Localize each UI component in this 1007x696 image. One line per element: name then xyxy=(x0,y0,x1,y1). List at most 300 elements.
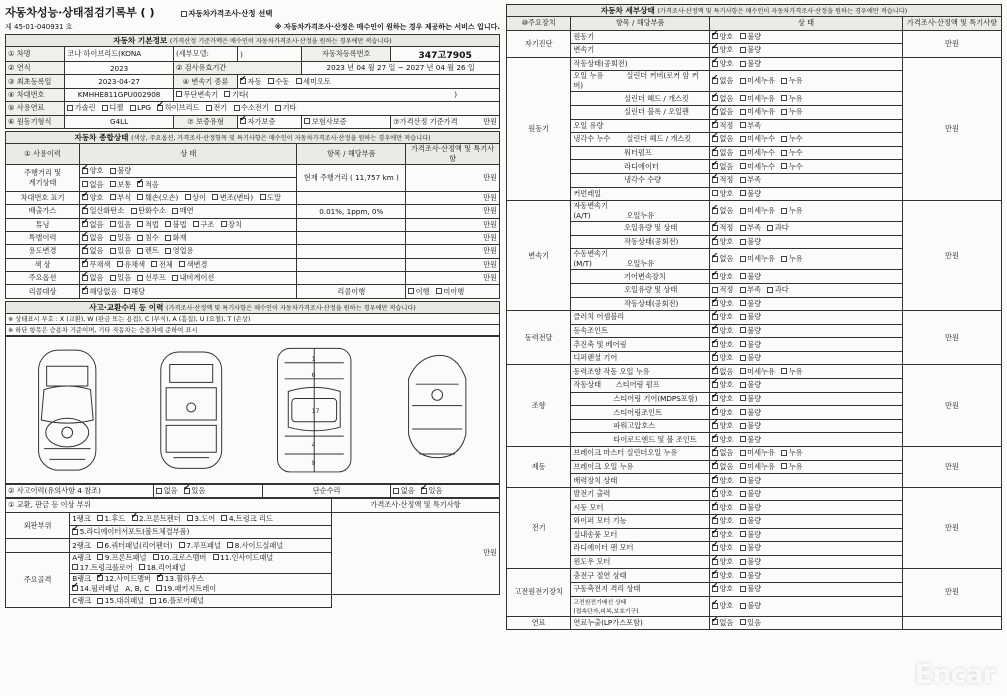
checkbox-icon[interactable] xyxy=(781,163,787,169)
checkbox-icon[interactable] xyxy=(712,531,718,537)
color-opt-chromatic[interactable]: 유채색 xyxy=(117,260,145,270)
checkbox-icon[interactable] xyxy=(156,585,162,591)
checkbox-icon[interactable] xyxy=(97,575,103,581)
state-starter-motor[interactable] xyxy=(709,501,902,515)
state-at-oil-level[interactable] xyxy=(709,222,902,236)
vin-opt-altered[interactable]: 변조(변타) xyxy=(212,193,253,203)
checkbox-icon[interactable] xyxy=(712,33,718,39)
opt-good[interactable]: ✔ 양호 xyxy=(712,394,733,404)
tuning-opt-structure[interactable]: 구조 xyxy=(193,220,214,230)
state-oilleak-head[interactable] xyxy=(709,92,902,106)
opt-good[interactable]: ✔ 양호 xyxy=(712,543,733,553)
checkbox-icon[interactable] xyxy=(72,529,78,535)
opt-micro-leak[interactable]: 미세누유 xyxy=(740,94,775,104)
checkbox-icon[interactable] xyxy=(740,504,746,510)
state-drive-battery-isolation[interactable] xyxy=(709,582,902,596)
rankA-row[interactable] xyxy=(70,552,332,573)
crash-opt-yes[interactable]: ✔ 있음 xyxy=(184,486,205,496)
opt-none[interactable]: ✔ 없음 xyxy=(712,367,733,377)
state-oil-level[interactable] xyxy=(709,119,902,133)
checkbox-icon[interactable] xyxy=(221,515,227,521)
checkbox-icon[interactable] xyxy=(97,554,103,560)
tuning-opt-legal[interactable]: 적법 xyxy=(137,220,158,230)
usechange-opt-none[interactable]: ✔ 없음 xyxy=(82,246,103,256)
opt-bad[interactable]: 불량 xyxy=(740,45,761,55)
state-common-rail[interactable] xyxy=(709,187,902,201)
checkbox-icon[interactable] xyxy=(740,225,746,231)
opt-micro-leak[interactable]: 미세누유 xyxy=(740,254,775,264)
checkbox-icon[interactable] xyxy=(712,382,718,388)
warranty-opt-self[interactable]: ✔ 자가보증 xyxy=(240,117,275,127)
checkbox-icon[interactable] xyxy=(740,382,746,388)
opt-micro-leak[interactable]: 미세누유 xyxy=(740,462,775,472)
checkbox-icon[interactable] xyxy=(712,341,718,347)
state-power-hose[interactable] xyxy=(709,419,902,433)
opt-leak[interactable]: 누수 xyxy=(781,162,802,172)
checkbox-icon[interactable] xyxy=(181,11,187,17)
special-opt-flood[interactable]: 침수 xyxy=(137,233,158,243)
checkbox-icon[interactable] xyxy=(712,225,718,231)
trans-opt-auto[interactable]: ✔ 자동 xyxy=(240,77,261,87)
checkbox-icon[interactable] xyxy=(97,515,103,521)
vin-opt-damage[interactable]: 훼손(오손) xyxy=(137,193,178,203)
row-emission-state[interactable] xyxy=(80,205,297,218)
checkbox-icon[interactable] xyxy=(187,515,193,521)
checkbox-icon[interactable] xyxy=(740,136,746,142)
checkbox-icon[interactable] xyxy=(740,572,746,578)
checkbox-icon[interactable] xyxy=(185,194,191,200)
checkbox-icon[interactable] xyxy=(260,194,266,200)
usechange-opt-business[interactable]: 영업용 xyxy=(165,246,193,256)
opt-good[interactable]: ✔ 양호 xyxy=(712,408,733,418)
checkbox-icon[interactable] xyxy=(179,261,185,267)
opt-proper[interactable]: ✔ 적정 xyxy=(712,121,733,131)
state-clutch[interactable] xyxy=(709,311,902,325)
opt-leak[interactable]: 누유 xyxy=(781,367,802,377)
part-pillar-panel[interactable]: ✔14.필러패널 xyxy=(72,584,119,594)
checkbox-icon[interactable] xyxy=(740,545,746,551)
simple-opt-none[interactable]: 없음 xyxy=(393,486,414,496)
opt-leak[interactable]: 누유 xyxy=(781,462,802,472)
state-oilleak-cover[interactable] xyxy=(709,71,902,92)
opt-proper[interactable]: ✔ 적정 xyxy=(712,175,733,185)
vin-opt-rust[interactable]: 부식 xyxy=(110,193,131,203)
checkbox-icon[interactable] xyxy=(781,136,787,142)
special-opt-yes[interactable]: 있음 xyxy=(110,233,131,243)
part-wheel-house[interactable]: ✔ 13.휠하우스 xyxy=(157,574,204,584)
opt-bad[interactable]: 불량 xyxy=(740,516,761,526)
checkbox-icon[interactable] xyxy=(712,559,718,565)
checkbox-icon[interactable] xyxy=(712,572,718,578)
usechange-opt-yes[interactable]: 있음 xyxy=(110,246,131,256)
color-opt-achromatic[interactable]: ✔ 무채색 xyxy=(82,260,110,270)
checkbox-icon[interactable] xyxy=(712,619,718,625)
checkbox-icon[interactable] xyxy=(740,208,746,214)
fuel-options[interactable] xyxy=(65,102,500,115)
special-opt-none[interactable]: ✔ 없음 xyxy=(82,233,103,243)
state-radiator[interactable] xyxy=(709,160,902,174)
part-quarter-panel[interactable]: 6.쿼터패널(리어펜더) xyxy=(97,541,173,551)
checkbox-icon[interactable] xyxy=(712,423,718,429)
checkbox-icon[interactable] xyxy=(781,450,787,456)
checkbox-icon[interactable] xyxy=(110,248,116,254)
checkbox-icon[interactable] xyxy=(740,409,746,415)
checkbox-icon[interactable] xyxy=(82,248,88,254)
opt-good[interactable]: ✔ 양호 xyxy=(712,571,733,581)
opt-bad[interactable]: 불량 xyxy=(740,326,761,336)
checkbox-icon[interactable] xyxy=(712,518,718,524)
checkbox-icon[interactable] xyxy=(740,491,746,497)
checkbox-icon[interactable] xyxy=(179,542,185,548)
opt-leak[interactable]: 누수 xyxy=(781,134,802,144)
opt-good[interactable]: ✔ 양호 xyxy=(712,299,733,309)
checkbox-icon[interactable] xyxy=(227,542,233,548)
state-tie-rod[interactable] xyxy=(709,433,902,447)
part-inside-panel[interactable]: 11.인사이드패널 xyxy=(213,553,274,563)
checkbox-icon[interactable] xyxy=(67,105,73,111)
checkbox-icon[interactable] xyxy=(130,105,136,111)
transmission-options-2[interactable] xyxy=(173,88,499,101)
opt-good[interactable]: ✔ 양호 xyxy=(712,353,733,363)
opt-bad[interactable]: 불량 xyxy=(740,489,761,499)
checkbox-icon[interactable] xyxy=(82,261,88,267)
opt-good[interactable]: ✔ 양호 xyxy=(712,380,733,390)
checkbox-icon[interactable] xyxy=(712,586,718,592)
state-radiator-fan-motor[interactable] xyxy=(709,542,902,556)
checkbox-icon[interactable] xyxy=(781,150,787,156)
opt-good[interactable]: ✔ 양호 xyxy=(712,516,733,526)
checkbox-icon[interactable] xyxy=(165,221,171,227)
usechange-opt-rent[interactable]: 렌트 xyxy=(137,246,158,256)
state-booster[interactable] xyxy=(709,474,902,488)
checkbox-icon[interactable] xyxy=(176,91,182,97)
state-coolant-head[interactable] xyxy=(709,133,902,147)
opt-bad[interactable]: 불량 xyxy=(740,543,761,553)
opt-bad[interactable]: 불량 xyxy=(740,59,761,69)
special-opt-fire[interactable]: 화재 xyxy=(165,233,186,243)
row-recall-done[interactable] xyxy=(406,285,500,298)
checkbox-icon[interactable] xyxy=(137,194,143,200)
opt-bad[interactable]: 불량 xyxy=(740,299,761,309)
checkbox-icon[interactable] xyxy=(82,221,88,227)
checkbox-icon[interactable] xyxy=(740,436,746,442)
part-radiator-support[interactable]: ✔5.라디에이터서포트(볼트체결부품) xyxy=(72,527,189,537)
checkbox-icon[interactable] xyxy=(132,515,138,521)
opt-bad[interactable]: 불량 xyxy=(740,189,761,199)
checkbox-icon[interactable] xyxy=(740,327,746,333)
part-front-fender[interactable]: ✔ 2.프론트펜더 xyxy=(132,514,181,524)
checkbox-icon[interactable] xyxy=(740,586,746,592)
opt-good[interactable]: ✔ 양호 xyxy=(712,237,733,247)
checkbox-icon[interactable] xyxy=(712,395,718,401)
recall-opt-notdone[interactable]: 미이행 xyxy=(436,287,464,297)
checkbox-icon[interactable] xyxy=(151,261,157,267)
row-usechange-state[interactable] xyxy=(80,245,297,258)
checkbox-icon[interactable] xyxy=(740,341,746,347)
checkbox-icon[interactable] xyxy=(712,150,718,156)
checkbox-icon[interactable] xyxy=(740,619,746,625)
checkbox-icon[interactable] xyxy=(213,554,219,560)
checkbox-icon[interactable] xyxy=(137,248,143,254)
state-blower-motor[interactable] xyxy=(709,528,902,542)
vin-opt-good[interactable]: ✔ 양호 xyxy=(82,193,103,203)
checkbox-icon[interactable] xyxy=(436,288,442,294)
part-dash-panel[interactable]: 15.대쉬패널 xyxy=(97,596,144,606)
state-mt-oil-level[interactable] xyxy=(709,283,902,297)
opt-good[interactable]: ✔ 양호 xyxy=(712,503,733,513)
checkbox-icon[interactable] xyxy=(740,33,746,39)
warranty-opt-insurance[interactable]: 보험사보증 xyxy=(302,115,391,128)
checkbox-icon[interactable] xyxy=(740,450,746,456)
checkbox-icon[interactable] xyxy=(712,436,718,442)
opt-yes[interactable]: 있음 xyxy=(740,618,761,628)
opt-good[interactable]: 양호 xyxy=(712,189,733,199)
opt-bad[interactable]: 불량 xyxy=(740,476,761,486)
checkbox-icon[interactable] xyxy=(137,181,143,187)
checkbox-icon[interactable] xyxy=(712,61,718,67)
fuel-opt-lpg[interactable]: LPG xyxy=(130,103,151,112)
opt-bad[interactable]: 불량 xyxy=(740,601,761,611)
checkbox-icon[interactable] xyxy=(82,288,88,294)
opt-good[interactable]: ✔ 양호 xyxy=(712,435,733,445)
checkbox-icon[interactable] xyxy=(240,118,246,124)
state-hv-wiring[interactable] xyxy=(709,596,902,616)
opt-micro-leak[interactable]: 미세누유 xyxy=(740,76,775,86)
checkbox-icon[interactable] xyxy=(781,208,787,214)
row-color-state[interactable] xyxy=(80,258,297,271)
fuel-opt-other[interactable]: 기타 xyxy=(275,103,296,113)
emission-opt-hc[interactable]: 탄화수소 xyxy=(131,206,166,216)
checkbox-icon[interactable] xyxy=(740,559,746,565)
rank2-row[interactable] xyxy=(70,539,332,552)
checkbox-icon[interactable] xyxy=(275,105,281,111)
checkbox-icon[interactable] xyxy=(240,78,246,84)
checkbox-icon[interactable] xyxy=(740,603,746,609)
opt-good[interactable]: ✔ 양호 xyxy=(712,59,733,69)
trans-opt-other[interactable]: 기타( xyxy=(224,90,248,100)
opt-micro-leak[interactable]: 미세누수 xyxy=(740,148,775,158)
checkbox-icon[interactable] xyxy=(740,47,746,53)
checkbox-icon[interactable] xyxy=(110,168,116,174)
checkbox-icon[interactable] xyxy=(740,314,746,320)
vin-opt-erased[interactable]: 도말 xyxy=(260,193,281,203)
checkbox-icon[interactable] xyxy=(712,327,718,333)
state-steering-joint[interactable] xyxy=(709,406,902,420)
opt-none[interactable]: ✔ 없음 xyxy=(712,107,733,117)
checkbox-icon[interactable] xyxy=(712,208,718,214)
state-at-operation[interactable] xyxy=(709,235,902,249)
part-side-member[interactable]: ✔ 12.사이드멤버 xyxy=(97,574,151,584)
rankC-row[interactable] xyxy=(70,594,332,607)
checkbox-icon[interactable] xyxy=(781,256,787,262)
checkbox-icon[interactable] xyxy=(296,78,302,84)
opt-none[interactable]: ✔ 없음 xyxy=(712,462,733,472)
mileage2-opt-none[interactable]: 없음 xyxy=(82,180,103,190)
opt-insufficient[interactable]: 부족 xyxy=(740,285,761,295)
part-side-sill-panel[interactable]: 8.사이드실패널 xyxy=(227,541,283,551)
opt-bad[interactable]: 불량 xyxy=(740,435,761,445)
checkbox-icon[interactable] xyxy=(740,78,746,84)
opt-bad[interactable]: 불량 xyxy=(740,380,761,390)
opt-excess[interactable]: 과다 xyxy=(767,285,788,295)
checkbox-icon[interactable] xyxy=(712,463,718,469)
opt-bad[interactable]: 불량 xyxy=(740,503,761,513)
checkbox-icon[interactable] xyxy=(712,287,718,293)
state-steering-pump[interactable] xyxy=(709,379,902,393)
opt-bad[interactable]: 불량 xyxy=(740,237,761,247)
opt-bad[interactable]: 불량 xyxy=(740,32,761,42)
opt-leak[interactable]: 누유 xyxy=(781,107,802,117)
checkbox-icon[interactable] xyxy=(712,239,718,245)
state-alternator[interactable] xyxy=(709,487,902,501)
row-options-state[interactable] xyxy=(80,272,297,285)
checkbox-icon[interactable] xyxy=(740,163,746,169)
opt-micro-leak[interactable]: 미세누유 xyxy=(740,107,775,117)
checkbox-icon[interactable] xyxy=(712,109,718,115)
checkbox-icon[interactable] xyxy=(781,368,787,374)
checkbox-icon[interactable] xyxy=(157,105,163,111)
options-opt-yes[interactable]: 있음 xyxy=(110,273,131,283)
checkbox-icon[interactable] xyxy=(781,95,787,101)
opt-none[interactable]: ✔ 없음 xyxy=(712,618,733,628)
simple-opt-yes[interactable]: ✔ 있음 xyxy=(421,486,442,496)
checkbox-icon[interactable] xyxy=(740,109,746,115)
checkbox-icon[interactable] xyxy=(137,275,143,281)
fuel-opt-hybrid[interactable]: ✔ 하이브리드 xyxy=(157,103,199,113)
crash-opt-none[interactable]: 없음 xyxy=(156,486,177,496)
opt-bad[interactable]: 불량 xyxy=(740,530,761,540)
checkbox-icon[interactable] xyxy=(150,598,156,604)
checkbox-icon[interactable] xyxy=(110,235,116,241)
checkbox-icon[interactable] xyxy=(740,423,746,429)
checkbox-icon[interactable] xyxy=(82,168,88,174)
fuel-opt-ev[interactable]: 전기 xyxy=(206,103,227,113)
state-selfdiag-trans[interactable] xyxy=(709,44,902,58)
opt-proper[interactable]: ✔ 적정 xyxy=(712,223,733,233)
checkbox-icon[interactable] xyxy=(740,239,746,245)
checkbox-icon[interactable] xyxy=(712,256,718,262)
checkbox-icon[interactable] xyxy=(712,300,718,306)
trans-opt-cvt[interactable]: 무단변속기 xyxy=(176,90,218,100)
part-trunk-lid[interactable]: 4.트렁크 리드 xyxy=(221,514,272,524)
checkbox-icon[interactable] xyxy=(72,564,78,570)
checkbox-icon[interactable] xyxy=(304,118,310,124)
opt-good[interactable]: ✔ 양호 xyxy=(712,476,733,486)
emission-opt-smoke[interactable]: 매연 xyxy=(172,206,193,216)
checkbox-icon[interactable] xyxy=(72,585,78,591)
checkbox-icon[interactable] xyxy=(82,235,88,241)
checkbox-icon[interactable] xyxy=(740,190,746,196)
opt-bad[interactable]: 불량 xyxy=(740,557,761,567)
checkbox-icon[interactable] xyxy=(712,177,718,183)
checkbox-icon[interactable] xyxy=(740,368,746,374)
warranty-options[interactable] xyxy=(238,115,302,128)
checkbox-icon[interactable] xyxy=(781,463,787,469)
state-power-steering-leak[interactable] xyxy=(709,365,902,379)
checkbox-icon[interactable] xyxy=(740,177,746,183)
opt-bad[interactable]: 불량 xyxy=(740,421,761,431)
part-cross-member[interactable]: 10.크로스멤버 xyxy=(153,553,207,563)
opt-micro-leak[interactable]: 미세누수 xyxy=(740,134,775,144)
checkbox-icon[interactable] xyxy=(740,531,746,537)
opt-leak[interactable]: 누유 xyxy=(781,76,802,86)
color-opt-changed[interactable]: 색변경 xyxy=(179,260,207,270)
state-selfdiag-engine[interactable] xyxy=(709,30,902,44)
state-mt-oilleak[interactable] xyxy=(709,249,902,270)
opt-bad[interactable]: 불량 xyxy=(740,340,761,350)
opt-none[interactable]: ✔ 없음 xyxy=(712,162,733,172)
opt-none[interactable]: ✔없음 xyxy=(712,206,733,216)
rankB-row[interactable] xyxy=(70,573,332,594)
checkbox-icon[interactable] xyxy=(712,368,718,374)
checkbox-icon[interactable] xyxy=(82,181,88,187)
checkbox-icon[interactable] xyxy=(740,300,746,306)
opt-micro-leak[interactable]: 미세누유 xyxy=(740,367,775,377)
checkbox-icon[interactable] xyxy=(110,221,116,227)
checkbox-icon[interactable] xyxy=(712,163,718,169)
opt-none[interactable]: ✔ 없음 xyxy=(712,148,733,158)
opt-bad[interactable]: 불량 xyxy=(740,394,761,404)
checkbox-icon[interactable] xyxy=(165,235,171,241)
state-charge-port-insulation[interactable] xyxy=(709,569,902,583)
checkbox-icon[interactable] xyxy=(712,504,718,510)
checkbox-icon[interactable] xyxy=(110,181,116,187)
state-master-cylinder-leak[interactable] xyxy=(709,447,902,461)
checkbox-icon[interactable] xyxy=(110,194,116,200)
opt-micro-leak[interactable]: 미세누유 xyxy=(740,206,775,216)
part-door[interactable]: 3.도어 xyxy=(187,514,215,524)
state-mt-gear-shift[interactable] xyxy=(709,270,902,284)
checkbox-icon[interactable] xyxy=(82,208,88,214)
state-brake-oil-leak[interactable] xyxy=(709,460,902,474)
tuning-opt-yes[interactable]: 있음 xyxy=(110,220,131,230)
checkbox-icon[interactable] xyxy=(137,221,143,227)
checkbox-icon[interactable] xyxy=(139,564,145,570)
opt-good[interactable]: ✔ 양호 xyxy=(712,530,733,540)
opt-none[interactable]: ✔ 없음 xyxy=(712,134,733,144)
checkbox-icon[interactable] xyxy=(97,598,103,604)
checkbox-icon[interactable] xyxy=(206,105,212,111)
vin-opt-diff[interactable]: 상이 xyxy=(185,193,206,203)
opt-insufficient[interactable]: 부족 xyxy=(740,223,761,233)
mileage-opt-bad[interactable]: 불량 xyxy=(110,166,131,176)
opt-leak[interactable]: 누수 xyxy=(781,148,802,158)
checkbox-icon[interactable] xyxy=(110,275,116,281)
opt-proper[interactable]: 적정 xyxy=(712,285,733,295)
checkbox-icon[interactable] xyxy=(234,105,240,111)
checkbox-icon[interactable] xyxy=(740,477,746,483)
checkbox-icon[interactable] xyxy=(172,275,178,281)
rank1-row-b[interactable] xyxy=(70,526,332,539)
opt-bad[interactable]: 불량 xyxy=(740,353,761,363)
row-mileage-state[interactable] xyxy=(80,164,297,177)
opt-good[interactable]: ✔ 양호 xyxy=(712,421,733,431)
checkbox-icon[interactable] xyxy=(82,275,88,281)
transmission-options[interactable] xyxy=(238,75,500,88)
checkbox-icon[interactable] xyxy=(712,122,718,128)
row-mileage-state2[interactable] xyxy=(80,178,297,191)
checkbox-icon[interactable] xyxy=(712,136,718,142)
checkbox-icon[interactable] xyxy=(712,273,718,279)
checkbox-icon[interactable] xyxy=(740,61,746,67)
state-coolant-amount[interactable] xyxy=(709,173,902,187)
opt-good[interactable]: ✔ 양호 xyxy=(712,272,733,282)
opt-good[interactable]: ✔ 양호 xyxy=(712,326,733,336)
checkbox-icon[interactable] xyxy=(268,78,274,84)
checkbox-icon[interactable] xyxy=(712,603,718,609)
checkbox-icon[interactable] xyxy=(740,273,746,279)
state-cv-joint[interactable] xyxy=(709,324,902,338)
